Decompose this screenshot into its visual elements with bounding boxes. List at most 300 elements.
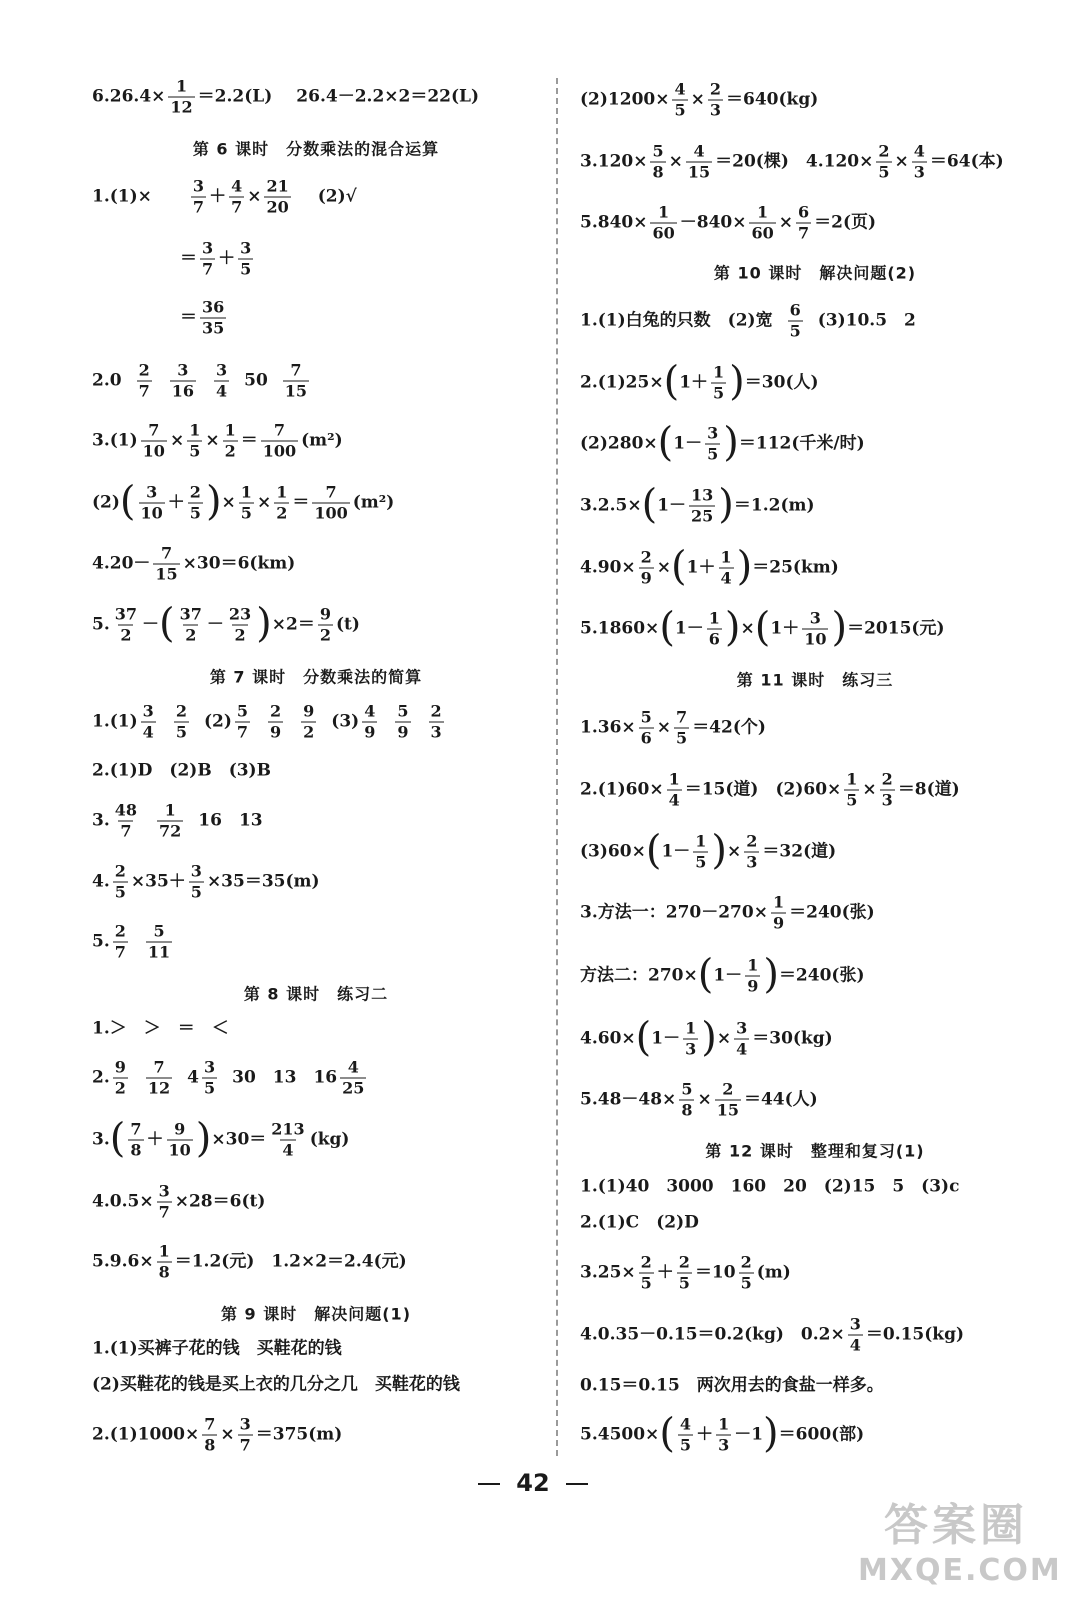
answer-line <box>92 1018 229 1039</box>
denominator: 2 <box>303 722 315 742</box>
numerator: 1 <box>158 1241 170 1261</box>
text: ＋ <box>167 492 185 513</box>
fraction <box>113 604 139 645</box>
text: 1－ <box>651 1028 681 1049</box>
section-title: 第 11 课时 练习三 <box>736 670 894 690</box>
denominator: 100 <box>314 503 348 523</box>
fraction <box>113 861 128 902</box>
text: ＝25(km) <box>752 557 839 578</box>
numerator: 2 <box>740 1252 752 1272</box>
right-paren: ) <box>736 543 753 589</box>
answer-line <box>580 543 839 589</box>
numerator: 4 <box>364 701 376 721</box>
fraction <box>739 1252 754 1293</box>
fraction <box>141 701 156 742</box>
denominator: 5 <box>189 503 201 523</box>
numerator: 13 <box>691 485 714 505</box>
text: × <box>778 212 793 233</box>
text: (3)10.5 2 <box>817 310 916 331</box>
fraction <box>674 707 689 748</box>
numerator: 1 <box>757 202 769 222</box>
numerator: 1 <box>846 769 858 789</box>
numerator: 2 <box>722 1079 734 1099</box>
denominator: 8 <box>681 1100 693 1120</box>
numerator: 5 <box>153 921 165 941</box>
text: (2) <box>203 711 232 732</box>
text: 1.(1)买裤子花的钱 买鞋花的钱 <box>92 1338 342 1359</box>
denominator: 60 <box>652 223 675 243</box>
fraction <box>153 543 179 584</box>
numerator: 3 <box>239 1414 251 1434</box>
fraction <box>191 176 206 217</box>
fraction <box>677 1252 692 1293</box>
denominator: 2 <box>224 441 236 461</box>
answer-line <box>92 1181 266 1222</box>
fraction <box>715 1079 741 1120</box>
numerator: 7 <box>290 360 302 380</box>
fraction <box>157 1241 172 1282</box>
numerator: 5 <box>652 141 664 161</box>
numerator: 1 <box>668 769 680 789</box>
denominator: 5 <box>846 790 858 810</box>
numerator: 7 <box>130 1119 142 1139</box>
denominator: 4 <box>849 1335 861 1355</box>
numerator: 3 <box>240 238 252 258</box>
denominator: 8 <box>158 1262 170 1282</box>
right-paren: ) <box>831 604 848 650</box>
denominator: 5 <box>114 882 126 902</box>
denominator: 7 <box>798 223 810 243</box>
fraction <box>113 800 139 841</box>
text: ＝ <box>240 430 258 451</box>
left-paren: ( <box>119 478 136 524</box>
numerator: 3 <box>146 482 158 502</box>
numerator: 4 <box>693 141 705 161</box>
text: (3)60× <box>580 841 646 862</box>
fraction <box>283 360 309 401</box>
denominator: 3 <box>718 1435 730 1455</box>
denominator: 6 <box>708 629 720 649</box>
numerator: 7 <box>273 420 285 440</box>
text: (2)1200× <box>580 89 670 110</box>
answer-line <box>92 1338 342 1359</box>
fraction <box>269 1119 306 1160</box>
answer-line <box>92 1115 350 1161</box>
fraction <box>170 360 196 401</box>
text: ＝ <box>180 307 197 328</box>
text: 4.0.35－0.15＝0.2(kg) 0.2× <box>580 1324 845 1345</box>
text: 1.(1) <box>92 711 138 732</box>
denominator: 60 <box>751 223 774 243</box>
numerator: 1 <box>772 892 785 912</box>
text: 4.0.5× <box>92 1191 154 1212</box>
denominator: 4 <box>720 568 732 588</box>
numerator: 7 <box>148 420 160 440</box>
denominator: 2 <box>276 503 288 523</box>
text: 方法二：270× <box>580 965 698 986</box>
answer-line <box>580 604 945 650</box>
text: 3.25× <box>580 1262 636 1283</box>
text: 5. <box>92 931 110 952</box>
text: 1－ <box>674 618 704 639</box>
denominator: 8 <box>204 1435 216 1455</box>
fraction <box>639 1252 654 1293</box>
text: × <box>656 717 672 738</box>
text: 1.＞ ＞ ＝ ＜ <box>92 1018 229 1039</box>
numerator: 7 <box>204 1414 216 1434</box>
text: 2.(1)C (2)D <box>580 1212 699 1233</box>
answer-line <box>92 701 447 742</box>
text: ＝64(本) <box>929 151 1004 172</box>
answer-line <box>180 238 256 279</box>
numerator: 5 <box>397 701 409 721</box>
text: ＋ <box>146 1129 164 1150</box>
denominator: 100 <box>262 441 297 461</box>
answer-line <box>92 800 263 841</box>
text: ＋ <box>218 248 236 269</box>
text: 1＋ <box>686 557 716 578</box>
text: ＝20(棵) 4.120× <box>715 151 874 172</box>
answer-line <box>580 1014 833 1060</box>
numerator: 48 <box>114 800 138 820</box>
text: ×35＝35(m) <box>206 871 320 892</box>
fraction <box>678 1414 693 1455</box>
numerator: 4 <box>231 176 243 196</box>
fraction <box>796 202 811 243</box>
fraction <box>734 1018 749 1059</box>
numerator: 4 <box>347 1057 359 1077</box>
text: ＝42(个) <box>692 717 766 738</box>
numerator: 2 <box>709 79 722 99</box>
answer-line <box>580 769 960 810</box>
fraction <box>312 482 349 523</box>
denominator: 15 <box>687 162 711 182</box>
right-paren: ) <box>724 604 741 650</box>
fraction <box>238 1414 253 1455</box>
denominator: 9 <box>364 722 376 742</box>
fraction <box>113 1057 128 1098</box>
left-paren: ( <box>109 1115 126 1161</box>
numerator: 1 <box>164 800 176 820</box>
denominator: 6 <box>640 728 652 748</box>
denominator: 5 <box>740 1273 752 1293</box>
text: 4 <box>187 1067 199 1088</box>
text: ＝640(kg) <box>726 89 819 110</box>
numerator: 3 <box>142 701 154 721</box>
left-paren: ( <box>659 604 675 650</box>
fraction <box>202 1414 217 1455</box>
right-paren: ) <box>701 1014 717 1060</box>
right-paren: ) <box>763 1410 779 1456</box>
denominator: 16 <box>171 381 194 401</box>
denominator: 4 <box>215 381 228 401</box>
answer-line <box>180 297 229 338</box>
fraction <box>146 921 172 962</box>
answer-line <box>580 1375 884 1396</box>
numerator: 213 <box>271 1119 305 1139</box>
numerator: 2 <box>640 547 652 567</box>
fraction <box>679 1079 694 1120</box>
denominator: 8 <box>130 1140 142 1160</box>
fraction <box>174 701 189 742</box>
text: × <box>256 492 272 513</box>
fraction <box>429 701 444 742</box>
fraction <box>168 76 194 117</box>
denominator: 5 <box>240 503 252 523</box>
watermark-sub: MXQE.COM <box>858 1553 1062 1588</box>
text: × <box>727 841 742 862</box>
numerator: 4 <box>679 1414 692 1434</box>
numerator: 9 <box>174 1119 186 1139</box>
text: 16 13 <box>198 810 263 831</box>
fraction <box>214 360 229 401</box>
answer-line <box>92 921 175 962</box>
answer-line <box>580 481 815 527</box>
numerator: 3 <box>215 360 228 380</box>
numerator: 2 <box>114 921 126 941</box>
answer-line <box>92 360 312 401</box>
numerator: 2 <box>189 482 201 502</box>
numerator: 1 <box>713 362 725 382</box>
numerator: 37 <box>179 604 202 624</box>
text: ＝10 <box>694 1262 736 1283</box>
answer-line <box>580 892 875 933</box>
fraction <box>274 482 289 523</box>
numerator: 2 <box>746 831 758 851</box>
denominator: 9 <box>747 976 759 996</box>
right-paren: ) <box>718 481 734 527</box>
section-title: 第 6 课时 分数乘法的混合运算 <box>192 139 440 159</box>
denominator: 3 <box>913 162 925 182</box>
denominator: 5 <box>676 728 688 748</box>
denominator: 8 <box>652 162 664 182</box>
numerator: 3 <box>736 1018 748 1038</box>
numerator: 3 <box>192 176 205 196</box>
text: (m) <box>756 1262 791 1283</box>
answer-line <box>580 1314 965 1355</box>
denominator: 3 <box>685 1039 697 1059</box>
denominator: 3 <box>430 722 442 742</box>
answer-line <box>92 1241 407 1282</box>
text: ＋ <box>656 1262 674 1283</box>
fraction <box>672 79 687 120</box>
denominator: 11 <box>147 942 171 962</box>
text: 5.9.6× <box>92 1251 154 1272</box>
fraction <box>146 1057 172 1098</box>
denominator: 4 <box>736 1039 748 1059</box>
denominator: 12 <box>170 97 193 117</box>
denominator: 7 <box>239 1435 251 1455</box>
fraction <box>705 423 720 464</box>
fraction <box>202 1057 217 1098</box>
right-paren: ) <box>763 951 779 997</box>
text: ＝240(张) <box>778 965 865 986</box>
fraction <box>708 79 723 120</box>
denominator: 5 <box>189 441 201 461</box>
text: (m²) <box>301 430 343 451</box>
denominator: 10 <box>140 503 163 523</box>
section-title: 第 10 课时 解决问题(2) <box>713 263 917 283</box>
text: 50 <box>244 370 268 391</box>
denominator: 7 <box>202 259 214 279</box>
text: ＋ <box>209 186 227 207</box>
denominator: 5 <box>678 1273 690 1293</box>
numerator: 2 <box>138 360 150 380</box>
denominator: 5 <box>878 162 890 182</box>
denominator: 10 <box>142 441 165 461</box>
text: (t) <box>335 614 360 635</box>
fraction <box>137 360 152 401</box>
text: 2. <box>92 1067 110 1088</box>
text: 4.60× <box>580 1028 636 1049</box>
right-paren: ) <box>256 600 272 646</box>
numerator: 1 <box>224 420 236 440</box>
text: ＝0.15(kg) <box>865 1324 965 1345</box>
left-paren: ( <box>697 951 714 997</box>
numerator: 3 <box>204 1057 216 1077</box>
text: 30 13 16 <box>232 1067 338 1088</box>
fraction <box>667 769 682 810</box>
answer-line <box>92 600 360 646</box>
text: (2)√ <box>317 186 357 207</box>
text: 3. <box>92 810 110 831</box>
numerator: 1 <box>708 608 720 628</box>
fraction <box>749 202 775 243</box>
denominator: 12 <box>147 1078 171 1098</box>
fraction <box>188 482 203 523</box>
fraction <box>744 831 759 872</box>
numerator: 1 <box>175 76 188 96</box>
fraction <box>707 608 722 649</box>
numerator: 1 <box>747 955 759 975</box>
left-paren: ( <box>671 543 687 589</box>
text: × <box>697 1089 712 1110</box>
text: × <box>220 1424 235 1445</box>
text: 1.(1)白兔的只数 (2)宽 <box>580 310 773 331</box>
denominator: 25 <box>691 506 714 526</box>
text: × <box>668 151 683 172</box>
numerator: 7 <box>676 707 688 727</box>
denominator: 15 <box>716 1100 739 1120</box>
answer-line <box>580 707 766 748</box>
numerator: 3 <box>177 360 189 380</box>
text: ＝112(千米/时) <box>738 433 865 454</box>
denominator: 7 <box>158 1202 170 1222</box>
text: ×2＝ <box>271 614 315 635</box>
fraction <box>238 238 253 279</box>
text: 1.36× <box>580 717 636 738</box>
text: ＝2015(元) <box>847 618 945 639</box>
answer-line <box>580 300 916 341</box>
numerator: 5 <box>236 701 249 721</box>
answer-line <box>580 1079 818 1120</box>
left-paren: ( <box>754 604 771 650</box>
numerator: 1 <box>720 547 732 567</box>
fraction <box>639 707 654 748</box>
text: 5.48－48× <box>580 1089 677 1110</box>
numerator: 4 <box>913 141 925 161</box>
text: (2)买鞋花的钱是买上衣的几分之几 买鞋花的钱 <box>92 1374 460 1395</box>
fraction <box>686 141 712 182</box>
fraction <box>693 831 708 872</box>
denominator: 15 <box>155 564 178 584</box>
text: 4. <box>92 871 110 892</box>
fraction <box>362 701 377 742</box>
left-paren: ( <box>159 600 175 646</box>
numerator: 2 <box>878 141 890 161</box>
denominator: 4 <box>142 722 154 742</box>
denominator: 7 <box>231 197 243 217</box>
denominator: 2 <box>114 1078 126 1098</box>
text: 6.26.4× <box>92 86 166 107</box>
denominator: 5 <box>240 259 252 279</box>
denominator: 10 <box>804 629 827 649</box>
answer-line <box>92 176 357 217</box>
denominator: 5 <box>674 100 686 120</box>
text: ＝1.2(元) 1.2×2＝2.4(元) <box>174 1251 407 1272</box>
numerator: 9 <box>319 604 331 624</box>
answer-line <box>92 861 320 902</box>
fraction <box>650 202 676 243</box>
answer-line <box>92 1414 343 1455</box>
denominator: 7 <box>236 722 249 742</box>
text: ＝30(kg) <box>752 1028 833 1049</box>
numerator: 3 <box>849 1314 861 1334</box>
text: 2.(1)60× <box>580 779 664 800</box>
numerator: 7 <box>153 1057 165 1077</box>
text: 2.(1)D (2)B (3)B <box>92 760 271 781</box>
answer-line <box>580 1212 699 1233</box>
text: 3.方法一：270－270× <box>580 902 768 923</box>
fraction <box>261 420 298 461</box>
fraction <box>848 1314 863 1355</box>
numerator: 5 <box>681 1079 693 1099</box>
numerator: 7 <box>325 482 337 502</box>
numerator: 9 <box>114 1057 126 1077</box>
text: × <box>690 89 705 110</box>
section-title: 第 8 课时 练习二 <box>243 984 389 1004</box>
answer-line <box>92 478 395 524</box>
numerator: 2 <box>114 861 126 881</box>
denominator: 5 <box>713 383 725 403</box>
left-paren: ( <box>663 358 680 404</box>
denominator: 15 <box>284 381 308 401</box>
fraction <box>711 362 726 403</box>
numerator: 1 <box>276 482 288 502</box>
text: 4.90× <box>580 557 636 578</box>
denominator: 9 <box>270 722 282 742</box>
fraction <box>788 300 803 341</box>
numerator: 1 <box>240 482 252 502</box>
fraction <box>157 800 183 841</box>
fraction <box>771 892 786 933</box>
left-paren: ( <box>635 1014 652 1060</box>
text: ＝240(张) <box>789 902 875 923</box>
fraction <box>318 604 333 645</box>
denominator: 5 <box>204 1078 216 1098</box>
fraction <box>301 701 316 742</box>
text: × <box>656 557 672 578</box>
text: ＝30(人) <box>744 372 819 393</box>
text: (2)280× <box>580 433 658 454</box>
text: － <box>206 614 224 635</box>
numerator: 7 <box>160 543 173 563</box>
fraction <box>200 238 215 279</box>
answer-line <box>92 760 271 781</box>
denominator: 7 <box>138 381 150 401</box>
denominator: 3 <box>881 790 893 810</box>
numerator: 6 <box>789 300 801 320</box>
